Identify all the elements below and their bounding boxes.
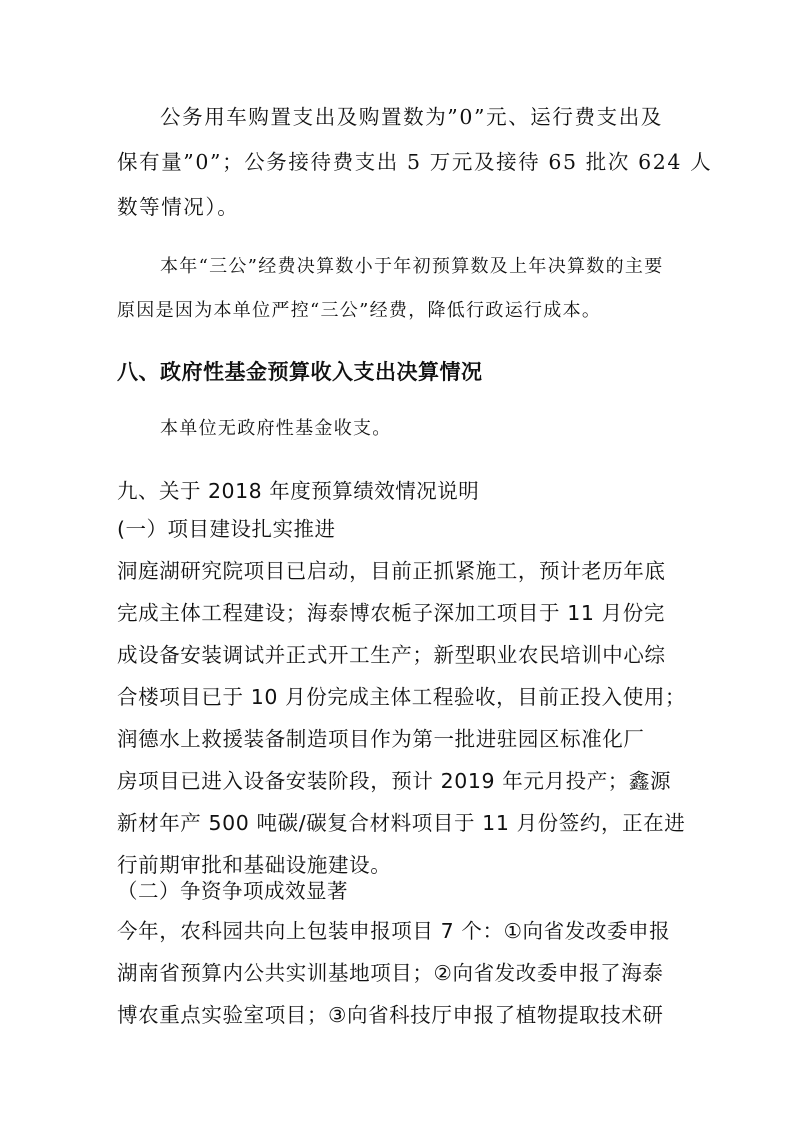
- paragraph-line: 完成主体工程建设；海泰博农栀子深加工项目于 11 月份完: [117, 601, 665, 625]
- paragraph-line: 成设备安装调试并正式开工生产；新型职业农民培训中心综: [117, 643, 666, 667]
- paragraph-line: 本年“三公”经费决算数小于年初预算数及上年决算数的主要: [160, 256, 664, 277]
- paragraph-line: 数等情况）。: [117, 195, 240, 219]
- paragraph-line: 合楼项目已于 10 月份完成主体工程验收，目前正投入使用；: [117, 685, 687, 709]
- paragraph-line: 行前期审批和基础设施建设。: [117, 853, 392, 877]
- paragraph-line: 博农重点实验室项目；③向省科技厅申报了植物提取技术研: [117, 1003, 664, 1027]
- subsection-heading: (一）项目建设扎实推进: [117, 517, 336, 541]
- paragraph-line: 洞庭湖研究院项目已启动，目前正抓紧施工，预计老历年底: [117, 559, 666, 583]
- paragraph-line: 润德水上救援装备制造项目作为第一批进驻园区标准化厂: [117, 727, 645, 751]
- paragraph-line: 房项目已进入设备安装阶段，预计 2019 年元月投产；鑫源: [117, 769, 672, 793]
- paragraph-line: 原因是因为本单位严控“三公”经费，降低行政运行成本。: [117, 300, 602, 321]
- paragraph-line: 新材年产 500 吨碳/碳复合材料项目于 11 月份签约，正在进: [117, 811, 686, 835]
- section-heading: 八、政府性基金预算收入支出决算情况: [117, 360, 483, 384]
- paragraph-line: 保有量”0”；公务接待费支出 5 万元及接待 65 批次 624 人: [117, 150, 713, 174]
- paragraph-line: 湖南省预算内公共实训基地项目；②向省发改委申报了海泰: [117, 961, 664, 985]
- section-heading: 九、关于 2018 年度预算绩效情况说明: [117, 479, 480, 503]
- paragraph-line: 公务用车购置支出及购置数为”0”元、运行费支出及: [160, 105, 663, 129]
- subsection-heading: （二）争资争项成效显著: [117, 879, 348, 903]
- paragraph-line: 本单位无政府性基金收支。: [160, 418, 392, 439]
- paragraph-line: 今年，农科园共向上包装申报项目 7 个：①向省发改委申报: [117, 919, 671, 943]
